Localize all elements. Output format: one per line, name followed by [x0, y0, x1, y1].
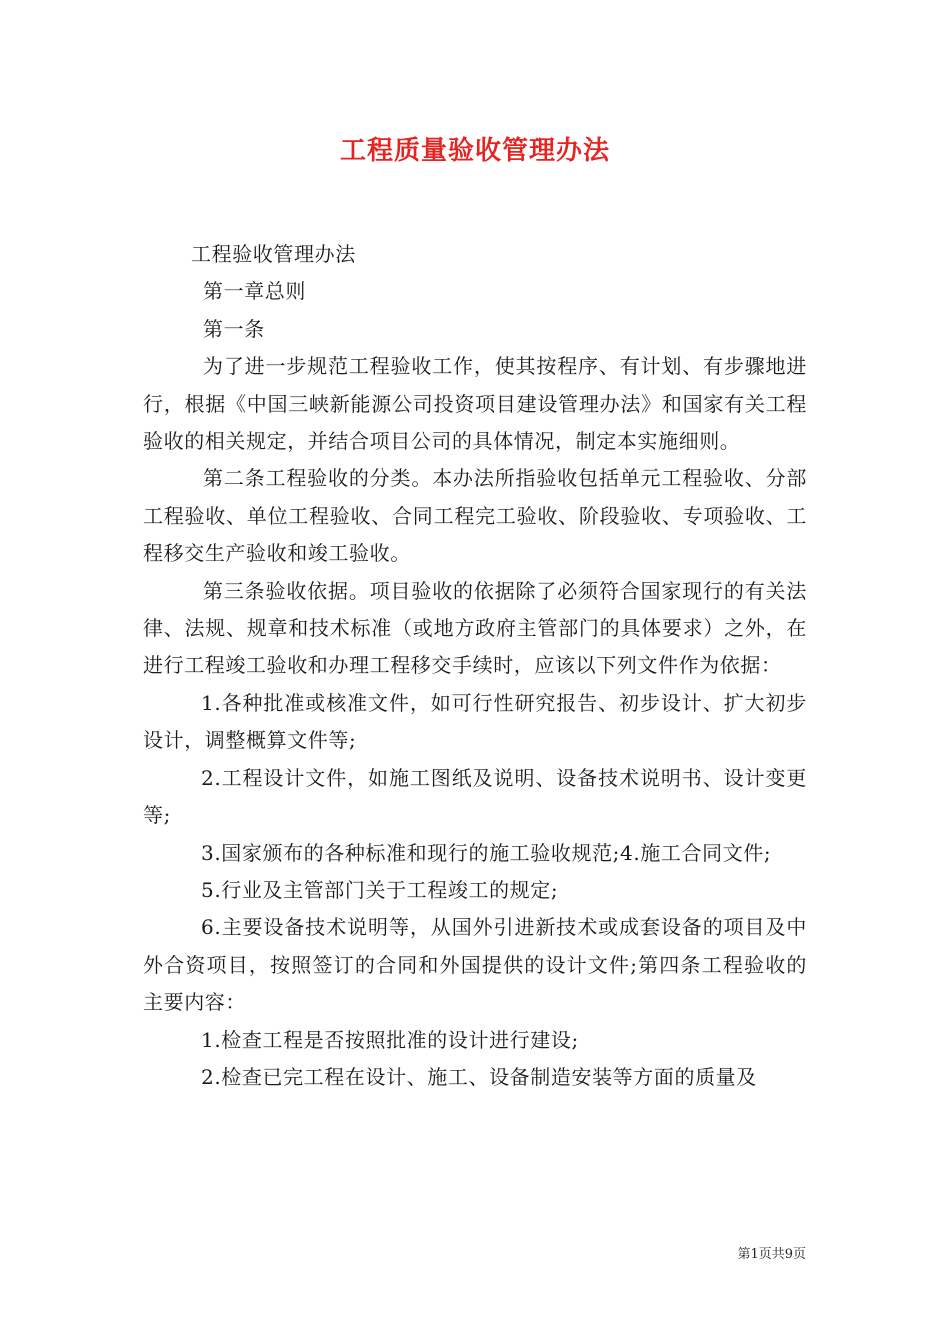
- paragraph: 工程验收管理办法: [191, 242, 356, 266]
- document-body: [143, 236, 807, 1096]
- paragraph: 2.检查已完工程在设计、施工、设备制造安装等方面的质量及: [201, 1064, 757, 1089]
- document-title: 工程质量验收管理办法: [339, 136, 610, 166]
- paragraph: 1.检查工程是否按照批准的设计进行建设;: [201, 1027, 579, 1052]
- paragraph: 第一条: [203, 316, 265, 341]
- paragraph: 为了进一步规范工程验收工作，使其按程序、有计划、有步骤地进行，根据《中国三峡新能源公司投资项目建设管理办法》和国家有关工程验收的相关规定，并结合项目公司的具体情况，制定本实施细则。: [143, 354, 807, 454]
- paragraph: 5.行业及主管部门关于工程竣工的规定;: [201, 877, 559, 902]
- page-footer: 第1页共9页: [737, 1247, 806, 1262]
- paragraph: 第三条验收依据。项目验收的依据除了必须符合国家现行的有关法律、法规、规章和技术标准（或地方政府主管部门的具体要求）之外，在进行工程竣工验收和办理工程移交手续时，应该以下列文件作为依据：: [143, 578, 807, 678]
- paragraph: 1.各种批准或核准文件，如可行性研究报告、初步设计、扩大初步设计，调整概算文件等;: [143, 690, 807, 753]
- paragraph: 第二条工程验收的分类。本办法所指验收包括单元工程验收、分部工程验收、单位工程验收、合同工程完工验收、阶段验收、专项验收、工程移交生产验收和竣工验收。: [143, 466, 807, 566]
- paragraph: 第一章总则: [203, 279, 306, 304]
- paragraph: 6.主要设备技术说明等，从国外引进新技术或成套设备的项目及中外合资项目，按照签订的合同和外国提供的设计文件;第四条工程验收的主要内容：: [143, 915, 807, 1015]
- paragraph: 3.国家颁布的各种标准和现行的施工验收规范;4.施工合同文件;: [201, 840, 772, 865]
- paragraph: 2.工程设计文件，如施工图纸及说明、设备技术说明书、设计变更等;: [143, 765, 807, 828]
